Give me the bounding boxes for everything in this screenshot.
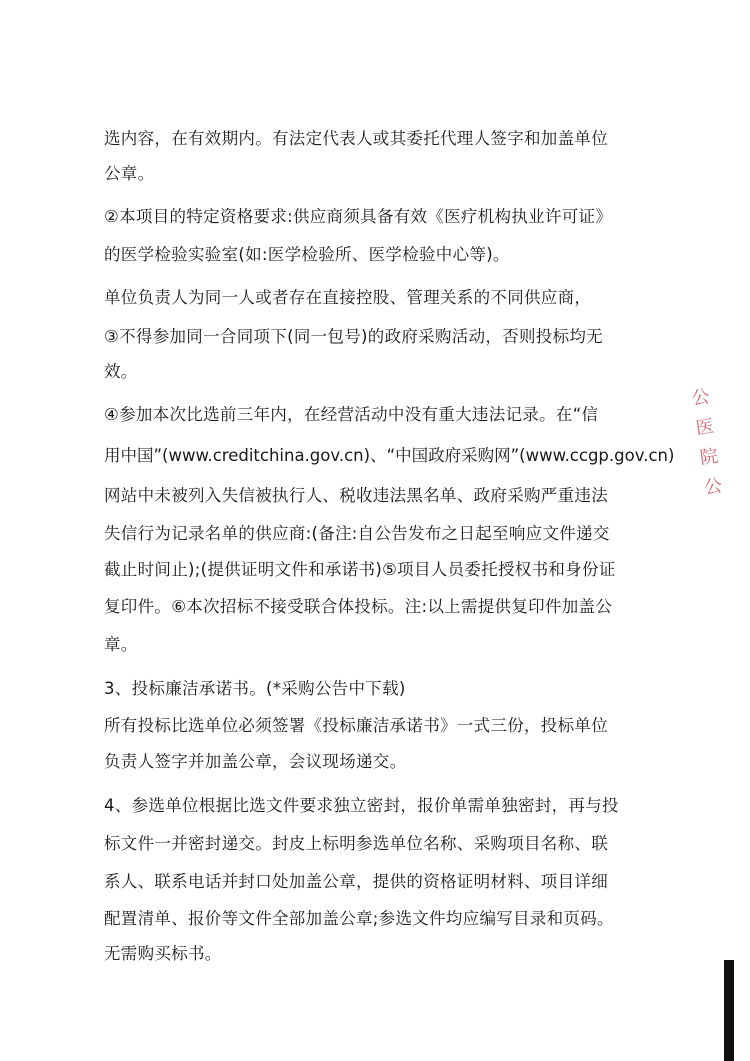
text-line: 单位负责人为同一人或者存在直接控股、管理关系的不同供应商， xyxy=(104,288,592,307)
text-line: 效。 xyxy=(104,362,138,381)
text-line: 公章。 xyxy=(104,164,155,183)
text-line: 所有投标比选单位必须签署《投标廉洁承诺书》一式三份，投标单位 xyxy=(104,716,608,735)
text-line: 用中国”(www.creditchina.gov.cn)、“中国政府采购网”(www.ccgp.gov.cn) xyxy=(104,446,675,465)
text-line: 负责人签字并加盖公章，会议现场递交。 xyxy=(104,752,407,771)
text-line: 网站中未被列入失信被执行人、税收违法黑名单、政府采购严重违法 xyxy=(104,486,608,505)
text-line: 系人、联系电话并封口处加盖公章，提供的资格证明材料、项目详细 xyxy=(104,872,608,891)
text-line: 截止时间止);(提供证明文件和承诺书)⑤项目人员委托授权书和身份证 xyxy=(104,560,616,579)
text-line: 章。 xyxy=(104,635,138,654)
text-line: ②本项目的特定资格要求:供应商须具备有效《医疗机构执业许可证》 xyxy=(104,207,613,226)
text-line: 选内容，在有效期内。有法定代表人或其委托代理人签字和加盖单位 xyxy=(104,129,608,148)
text-line: 失信行为记录名单的供应商:(备注:自公告发布之日起至响应文件递交 xyxy=(104,524,610,543)
page-edge-mark xyxy=(724,960,734,1061)
text-line: 的医学检验实验室(如:医学检验所、医学检验中心等)。 xyxy=(104,245,510,264)
official-seal: 公 医 院 公 xyxy=(690,386,724,499)
text-line: ④参加本次比选前三年内，在经营活动中没有重大违法记录。在“信 xyxy=(104,405,599,424)
text-line: 无需购买标书。 xyxy=(104,944,222,963)
text-line: 标文件一并密封递交。封皮上标明参选单位名称、采购项目名称、联 xyxy=(104,834,608,853)
text-line: 复印件。⑥本次招标不接受联合体投标。注:以上需提供复印件加盖公 xyxy=(104,597,613,616)
section-heading: 3、投标廉洁承诺书。(*采购公告中下载) xyxy=(104,679,406,698)
text-line: 配置清单、报价等文件全部加盖公章;参选文件均应编写目录和页码。 xyxy=(104,909,614,928)
section-heading: 4、参选单位根据比选文件要求独立密封，报价单需单独密封，再与投 xyxy=(104,796,619,815)
text-line: ③不得参加同一合同项下(同一包号)的政府采购活动，否则投标均无 xyxy=(104,327,603,346)
